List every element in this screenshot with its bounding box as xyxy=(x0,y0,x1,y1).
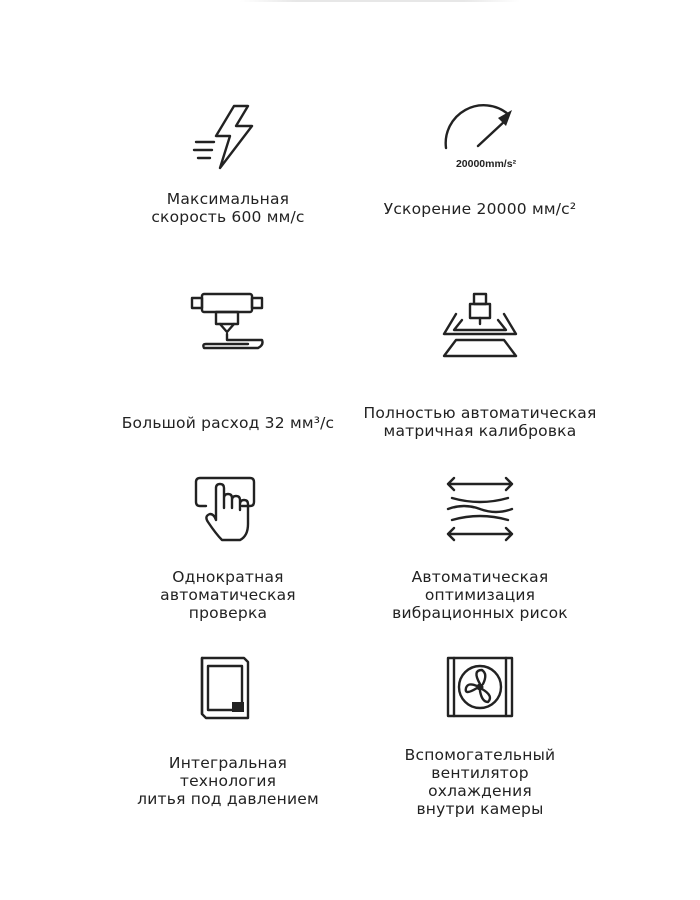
feature-label-auto-calibration: Полностью автоматическая матричная калибровка xyxy=(363,404,597,440)
feature-label-die-casting: Интегральная технология литья под давлением xyxy=(137,754,319,808)
extruder-nozzle-icon xyxy=(188,290,268,354)
vibration-arrows-icon xyxy=(444,476,516,542)
chamber-fan-icon xyxy=(446,656,514,720)
feature-label-flow-rate: Большой расход 32 мм³/с xyxy=(121,414,335,432)
feature-label-acceleration: Ускорение 20000 мм/с² xyxy=(383,200,577,218)
feature-label-vibration-optimization: Автоматическая оптимизация вибрационных рисок xyxy=(392,568,568,622)
top-divider xyxy=(240,0,520,2)
gauge-acceleration-icon xyxy=(436,104,536,170)
feature-label-auto-check: Однократная автоматическая проверка xyxy=(160,568,296,622)
touch-screen-hand-icon xyxy=(192,474,260,544)
gauge-readout: 20000mm/s² xyxy=(455,158,517,170)
feature-label-max-speed: Максимальная скорость 600 мм/с xyxy=(151,190,305,226)
bed-leveling-icon xyxy=(440,292,520,358)
die-cast-frame-icon xyxy=(198,656,254,720)
lightning-speed-icon xyxy=(190,102,260,172)
feature-label-chamber-fan: Вспомогательный вентилятор охлаждения внутри камеры xyxy=(404,746,556,818)
